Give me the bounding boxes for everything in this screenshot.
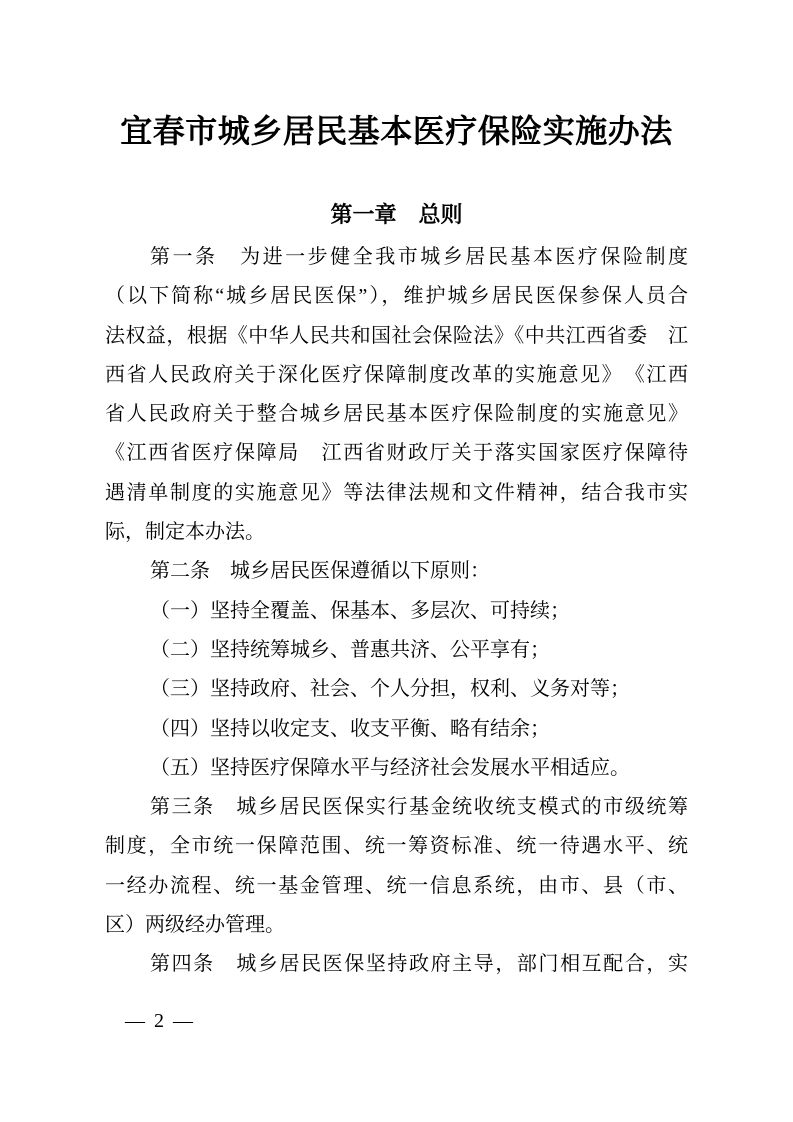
chapter-heading: 第一章 总则 xyxy=(330,202,463,227)
text-line: 第一条 为进一步健全我市城乡居民基本医疗保险制度 xyxy=(150,246,688,268)
text-line: 第二条 城乡居民医保遵循以下原则： xyxy=(150,560,490,583)
text-line: 法权益，根据《中华人民共和国社会保险法》《中共江西省委 江 xyxy=(105,324,688,347)
text-line: 《江西省医疗保障局 江西省财政厅关于落实国家医疗保障待 xyxy=(105,442,688,465)
text-line: 际，制定本办法。 xyxy=(105,521,265,544)
document-title: 宜春市城乡居民基本医疗保险实施办法 xyxy=(120,113,673,149)
text-line: 区）两级经办管理。 xyxy=(105,914,285,937)
text-line: 第三条 城乡居民医保实行基金统收统支模式的市级统筹 xyxy=(150,796,688,819)
text-line: （一）坚持全覆盖、保基本、多层次、可持续； xyxy=(150,599,570,622)
text-line: （三）坚持政府、社会、个人分担，权利、义务对等； xyxy=(150,678,630,701)
text-line: 第四条 城乡居民医保坚持政府主导，部门相互配合，实 xyxy=(150,953,688,976)
page-number: — 2 — xyxy=(125,1010,195,1032)
text-line: 遇清单制度的实施意见》等法律法规和文件精神，结合我市实 xyxy=(105,481,688,504)
text-line: （五）坚持医疗保障水平与经济社会发展水平相适应。 xyxy=(150,756,630,779)
text-line: 制度，全市统一保障范围、统一筹资标准、统一待遇水平、统 xyxy=(105,835,688,858)
text-line: 一经办流程、统一基金管理、统一信息系统，由市、县（市、 xyxy=(105,874,688,897)
text-line: （四）坚持以收定支、收支平衡、略有结余； xyxy=(150,717,550,740)
text-line: 西省人民政府关于深化医疗保障制度改革的实施意见》 《江西 xyxy=(105,363,688,386)
text-line: （以下简称“城乡居民医保”），维护城乡居民医保参保人员合 xyxy=(105,285,688,308)
text-line: 省人民政府关于整合城乡居民基本医疗保险制度的实施意见》 xyxy=(105,403,688,426)
text-line: （二）坚持统筹城乡、普惠共济、公平享有； xyxy=(150,638,550,661)
document-body xyxy=(105,238,688,985)
